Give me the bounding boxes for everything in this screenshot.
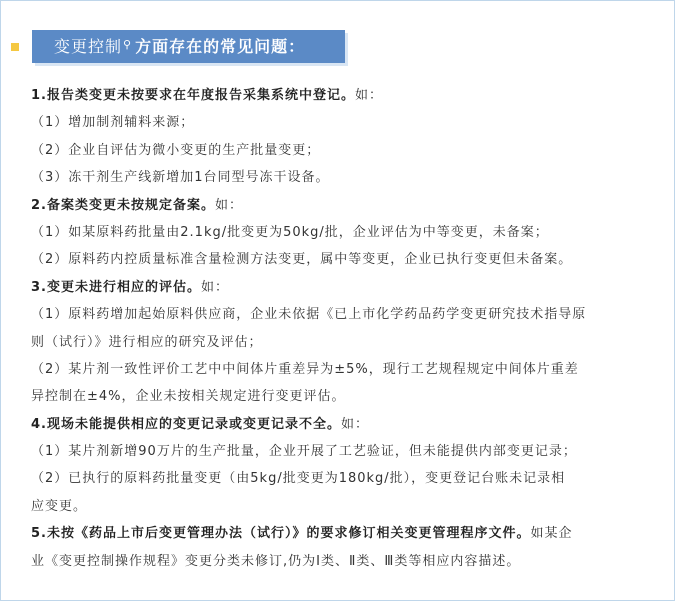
section-bullet bbox=[11, 43, 19, 51]
section-heading-4: 4.现场未能提供相应的变更记录或变更记录不全。如： bbox=[31, 416, 369, 432]
document-body bbox=[31, 82, 671, 575]
list-item: （1）原料药增加起始原料供应商，企业未依据《已上市化学药品药学变更研究技术指导原 bbox=[31, 307, 587, 323]
list-item: （3）冻干剂生产线新增加1台同型号冻干设备。 bbox=[31, 170, 330, 186]
list-item-continued: 异控制在±4%，企业未按相关规定进行变更评估。 bbox=[31, 389, 346, 405]
list-item: （1）增加制剂辅料来源； bbox=[31, 115, 195, 131]
list-item: （1）如某原料药批量由2.1kg/批变更为50kg/批，企业评估为中等变更，未备案； bbox=[31, 224, 549, 240]
list-item: （2）某片剂一致性评价工艺中中间体片重差异为±5%，现行工艺规程规定中间体片重差 bbox=[31, 361, 579, 377]
list-item: （2）已执行的原料药批量变更（由5kg/批变更为180kg/批），变更登记台账未记录相 bbox=[31, 471, 566, 487]
section-heading-2: 2.备案类变更未按规定备案。如： bbox=[31, 197, 243, 213]
section-heading-1: 1.报告类变更未按要求在年度报告采集系统中登记。如： bbox=[31, 88, 383, 103]
list-item: （2）企业自评估为微小变更的生产批量变更； bbox=[31, 142, 321, 158]
header-title-link[interactable]: 变更控制 bbox=[54, 37, 123, 56]
list-item-continued: 业《变更控制操作规程》变更分类未修订,仍为Ⅰ类、Ⅱ类、Ⅲ类等相应内容描述。 bbox=[31, 553, 521, 569]
list-item: （2）原料药内控质量标准含量检测方法变更，属中等变更，企业已执行变更但未备案。 bbox=[31, 252, 573, 268]
search-icon[interactable]: ⚲ bbox=[123, 38, 133, 51]
section-heading-3: 3.变更未进行相应的评估。如： bbox=[31, 279, 229, 295]
list-item-continued: 则（试行）》进行相应的研究及评估； bbox=[31, 334, 263, 350]
section-header bbox=[54, 36, 305, 58]
list-item-continued: 应变更。 bbox=[31, 498, 88, 514]
header-title-rest: 方面存在的常见问题： bbox=[135, 37, 306, 56]
list-item: （1）某片剂新增90万片的生产批量，企业开展了工艺验证，但未能提供内部变更记录； bbox=[31, 444, 577, 460]
section-heading-5: 5.未按《药品上市后变更管理办法（试行）》的要求修订相关变更管理程序文件。如某企 bbox=[31, 526, 573, 542]
